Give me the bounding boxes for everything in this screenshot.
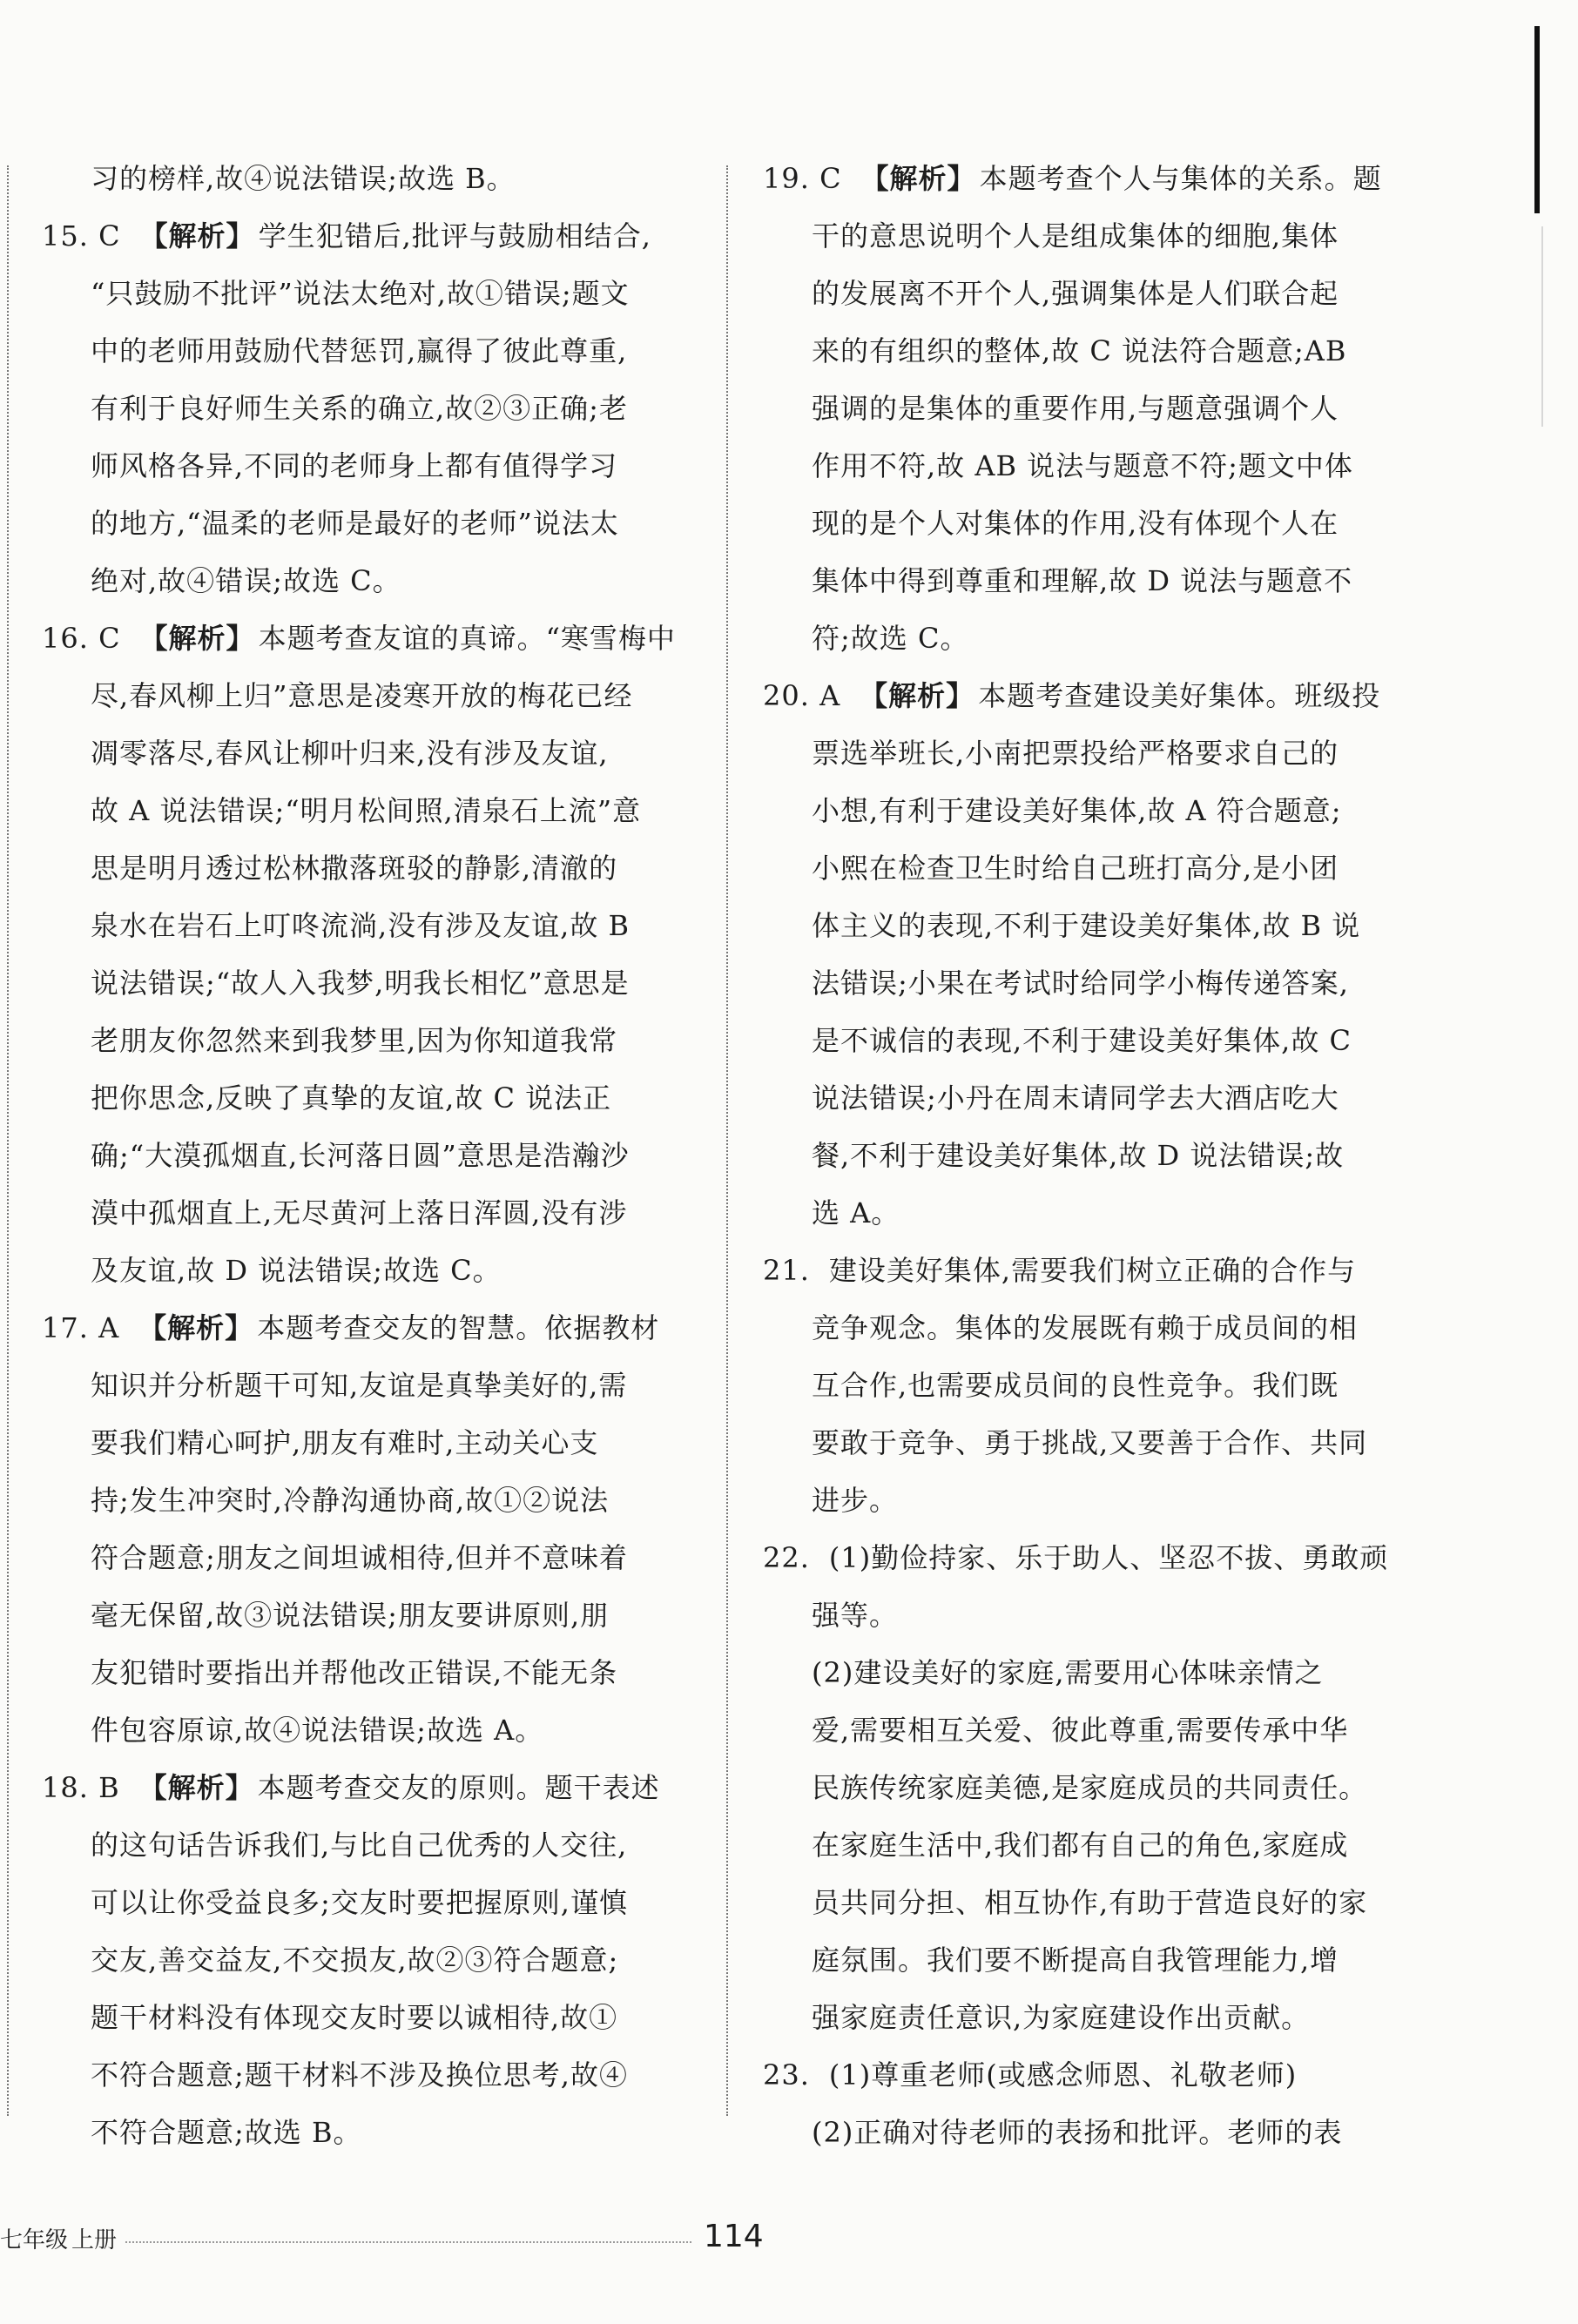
text-line [42, 1874, 684, 1931]
text-line [42, 1242, 684, 1299]
binding-shadow [1541, 226, 1543, 427]
text-line [763, 782, 1416, 839]
binding-bar-mark [1534, 26, 1540, 213]
line-text: 毫无保留,故③说法错误;朋友要讲原则,朋 [91, 1599, 610, 1632]
text-line [763, 1644, 1416, 1701]
analysis-tag: 【解析】 [138, 1771, 254, 1804]
text-line [763, 380, 1416, 437]
text-line [42, 437, 684, 495]
line-text: 体主义的表现,不利于建设美好集体,故 B 说 [812, 909, 1361, 942]
question-number: 22. [763, 1541, 810, 1574]
text-line [763, 1299, 1416, 1357]
text-line [763, 954, 1416, 1012]
line-text: 本题考查个人与集体的关系。题 [979, 162, 1382, 195]
text-line [763, 265, 1416, 322]
line-text: 是不诚信的表现,不利于建设美好集体,故 C [812, 1024, 1352, 1057]
line-text: 泉水在岩石上叮咚流淌,没有涉及友谊,故 B [91, 909, 631, 942]
text-line [42, 1529, 684, 1586]
analysis-tag: 【解析】 [860, 679, 975, 712]
line-text: (1)尊重老师(或感念师恩、礼敬老师) [828, 2058, 1298, 2092]
line-text: 友犯错时要指出并帮他改正错误,不能无条 [91, 1656, 618, 1689]
line-text: 法错误;小果在考试时给同学小梅传递答案, [812, 967, 1349, 1000]
line-text: 交友,善交益友,不交损友,故②③符合题意; [91, 1943, 619, 1977]
line-text: 强调的是集体的重要作用,与题意强调个人 [812, 392, 1339, 425]
line-text: 习的榜样,故④说法错误;故选 B。 [91, 162, 516, 195]
page-footer [0, 2219, 1578, 2262]
question-number: 21. [763, 1254, 810, 1287]
line-text: 干的意思说明个人是组成集体的细胞,集体 [812, 219, 1339, 253]
text-line [763, 1701, 1416, 1759]
line-text: 故 A 说法错误;“明月松间照,清泉石上流”意 [91, 794, 642, 827]
line-text: 竞争观念。集体的发展既有赖于成员间的相 [812, 1311, 1359, 1344]
cut-line-left [7, 165, 9, 2116]
grade-label: 七年级 [0, 2227, 69, 2253]
text-line [42, 1184, 684, 1242]
question-number: 16. C [42, 622, 121, 655]
text-line [763, 667, 1416, 724]
text-line [763, 1357, 1416, 1414]
text-line [42, 207, 684, 265]
text-line [42, 1644, 684, 1701]
text-line [763, 897, 1416, 954]
line-text: 要我们精心呵护,朋友有难时,主动关心支 [91, 1426, 599, 1459]
question-number: 15. C [42, 219, 121, 253]
line-text: 本题考查友谊的真谛。“寒雪梅中 [258, 622, 676, 655]
line-text: 本题考查建设美好集体。班级投 [978, 679, 1381, 712]
text-line [42, 495, 684, 552]
text-line [763, 207, 1416, 265]
line-text: (2)建设美好的家庭,需要用心体味亲情之 [812, 1656, 1324, 1689]
text-line [763, 495, 1416, 552]
line-text: 本题考查交友的原则。题干表述 [257, 1771, 660, 1804]
text-line [42, 897, 684, 954]
text-line [42, 150, 684, 207]
line-text: 选 A。 [812, 1196, 900, 1229]
line-text: 绝对,故④错误;故选 C。 [91, 564, 401, 597]
question-number: 23. [763, 2058, 810, 2092]
line-text: 本题考查交友的智慧。依据教材 [257, 1311, 660, 1344]
text-line [42, 1701, 684, 1759]
text-line [42, 1069, 684, 1127]
cut-line-center [726, 165, 728, 2116]
line-text: 凋零落尽,春风让柳叶归来,没有涉及友谊, [91, 737, 609, 770]
analysis-tag: 【解析】 [138, 1311, 254, 1344]
line-text: 强等。 [812, 1599, 899, 1632]
text-line [42, 1989, 684, 2046]
text-line [763, 1529, 1416, 1586]
analysis-tag: 【解析】 [860, 162, 976, 195]
text-line [42, 782, 684, 839]
text-line [763, 2046, 1416, 2104]
text-line [42, 610, 684, 667]
text-line [763, 2104, 1416, 2161]
text-line [763, 724, 1416, 782]
line-text: 老朋友你忽然来到我梦里,因为你知道我常 [91, 1024, 618, 1057]
line-text: 件包容原谅,故④说法错误;故选 A。 [91, 1714, 544, 1747]
text-line [42, 380, 684, 437]
text-line [42, 1472, 684, 1529]
text-line [42, 1414, 684, 1472]
line-text: 进步。 [812, 1484, 899, 1517]
text-line [42, 1299, 684, 1357]
text-line [763, 1414, 1416, 1472]
line-text: 不符合题意;题干材料不涉及换位思考,故④ [91, 2058, 628, 2092]
question-number: 19. C [763, 162, 842, 195]
line-text: 学生犯错后,批评与鼓励相结合, [258, 219, 651, 253]
line-text: 说法错误;“故人入我梦,明我长相忆”意思是 [91, 967, 630, 1000]
text-line [763, 1012, 1416, 1069]
text-line [42, 1759, 684, 1816]
line-text: 尽,春风柳上归”意思是凌寒开放的梅花已经 [91, 679, 633, 712]
text-line [763, 1931, 1416, 1989]
text-line [42, 667, 684, 724]
text-line [42, 1357, 684, 1414]
right-column [763, 150, 1416, 2161]
text-line [42, 2104, 684, 2161]
line-text: 师风格各异,不同的老师身上都有值得学习 [91, 449, 618, 482]
dotted-leader [125, 2241, 691, 2243]
line-text: 建设美好集体,需要我们树立正确的合作与 [828, 1254, 1357, 1287]
line-text: 思是明月透过松林撒落斑驳的静影,清澈的 [91, 852, 618, 885]
text-line [42, 839, 684, 897]
text-line [763, 1586, 1416, 1644]
line-text: 强家庭责任意识,为家庭建设作出贡献。 [812, 2001, 1311, 2034]
text-line [42, 724, 684, 782]
text-line [763, 1184, 1416, 1242]
text-line [42, 265, 684, 322]
text-line [763, 322, 1416, 380]
line-text: 及友谊,故 D 说法错误;故选 C。 [91, 1254, 502, 1287]
text-line [42, 1586, 684, 1644]
line-text: 在家庭生活中,我们都有自己的角色,家庭成 [812, 1829, 1349, 1862]
line-text: 说法错误;小丹在周末请同学去大酒店吃大 [812, 1081, 1339, 1115]
line-text: 漠中孤烟直上,无尽黄河上落日浑圆,没有涉 [91, 1196, 628, 1229]
line-text: 中的老师用鼓励代替惩罚,赢得了彼此尊重, [91, 334, 628, 367]
text-line [763, 1759, 1416, 1816]
page-number: 114 [704, 2219, 764, 2254]
text-line [763, 552, 1416, 610]
text-line [763, 1069, 1416, 1127]
line-text: “只鼓励不批评”说法太绝对,故①错误;题文 [91, 277, 630, 310]
line-text: 互合作,也需要成员间的良性竞争。我们既 [812, 1369, 1339, 1402]
text-line [42, 1127, 684, 1184]
line-text: 不符合题意;故选 B。 [91, 2116, 362, 2149]
text-line [763, 1989, 1416, 2046]
line-text: 有利于良好师生关系的确立,故②③正确;老 [91, 392, 628, 425]
line-text: 知识并分析题干可知,友谊是真挚美好的,需 [91, 1369, 628, 1402]
line-text: 爱,需要相互关爱、彼此尊重,需要传承中华 [812, 1714, 1349, 1747]
analysis-tag: 【解析】 [139, 622, 255, 655]
line-text: 的发展离不开个人,强调集体是人们联合起 [812, 277, 1339, 310]
line-text: 的这句话告诉我们,与比自己优秀的人交往, [91, 1829, 628, 1862]
text-line [763, 1816, 1416, 1874]
line-text: 票选举班长,小南把票投给严格要求自己的 [812, 737, 1339, 770]
question-number: 18. B [42, 1771, 120, 1804]
line-text: (1)勤俭持家、乐于助人、坚忍不拔、勇敢顽 [828, 1541, 1389, 1574]
text-line [42, 1012, 684, 1069]
line-text: 作用不符,故 AB 说法与题意不符;题文中体 [812, 449, 1353, 482]
line-text: 的地方,“温柔的老师是最好的老师”说法太 [91, 507, 619, 540]
line-text: 现的是个人对集体的作用,没有体现个人在 [812, 507, 1339, 540]
text-line [42, 2046, 684, 2104]
line-text: 庭氛围。我们要不断提高自我管理能力,增 [812, 1943, 1339, 1977]
line-text: 符合题意;朋友之间坦诚相待,但并不意味着 [91, 1541, 628, 1574]
line-text: 员共同分担、相互协作,有助于营造良好的家 [812, 1886, 1368, 1919]
line-text: 确;“大漠孤烟直,长河落日圆”意思是浩瀚沙 [91, 1139, 630, 1172]
line-text: 题干材料没有体现交友时要以诚相待,故① [91, 2001, 618, 2034]
line-text: 集体中得到尊重和理解,故 D 说法与题意不 [812, 564, 1353, 597]
text-line [763, 1242, 1416, 1299]
line-text: 要敢于竞争、勇于挑战,又要善于合作、共同 [812, 1426, 1368, 1459]
text-line [763, 1127, 1416, 1184]
line-text: 小想,有利于建设美好集体,故 A 符合题意; [812, 794, 1342, 827]
left-column [42, 150, 684, 2161]
text-line [763, 610, 1416, 667]
line-text: 符;故选 C。 [812, 622, 969, 655]
text-line [763, 437, 1416, 495]
text-line [42, 1816, 684, 1874]
analysis-tag: 【解析】 [139, 219, 255, 253]
line-text: 小熙在检查卫生时给自己班打高分,是小团 [812, 852, 1339, 885]
text-line [763, 839, 1416, 897]
text-line [42, 322, 684, 380]
line-text: 民族传统家庭美德,是家庭成员的共同责任。 [812, 1771, 1368, 1804]
line-text: 持;发生冲突时,冷静沟通协商,故①②说法 [91, 1484, 610, 1517]
text-line [763, 1874, 1416, 1931]
text-line [42, 552, 684, 610]
text-line [42, 954, 684, 1012]
text-line [763, 150, 1416, 207]
text-line [42, 1931, 684, 1989]
question-number: 20. A [763, 679, 841, 712]
line-text: 餐,不利于建设美好集体,故 D 说法错误;故 [812, 1139, 1345, 1172]
line-text: (2)正确对待老师的表扬和批评。老师的表 [812, 2116, 1343, 2149]
text-line [763, 1472, 1416, 1529]
line-text: 把你思念,反映了真挚的友谊,故 C 说法正 [91, 1081, 612, 1115]
volume-label: 上册 [71, 2227, 118, 2253]
line-text: 可以让你受益良多;交友时要把握原则,谨慎 [91, 1886, 628, 1919]
question-number: 17. A [42, 1311, 120, 1344]
line-text: 来的有组织的整体,故 C 说法符合题意;AB [812, 334, 1347, 367]
